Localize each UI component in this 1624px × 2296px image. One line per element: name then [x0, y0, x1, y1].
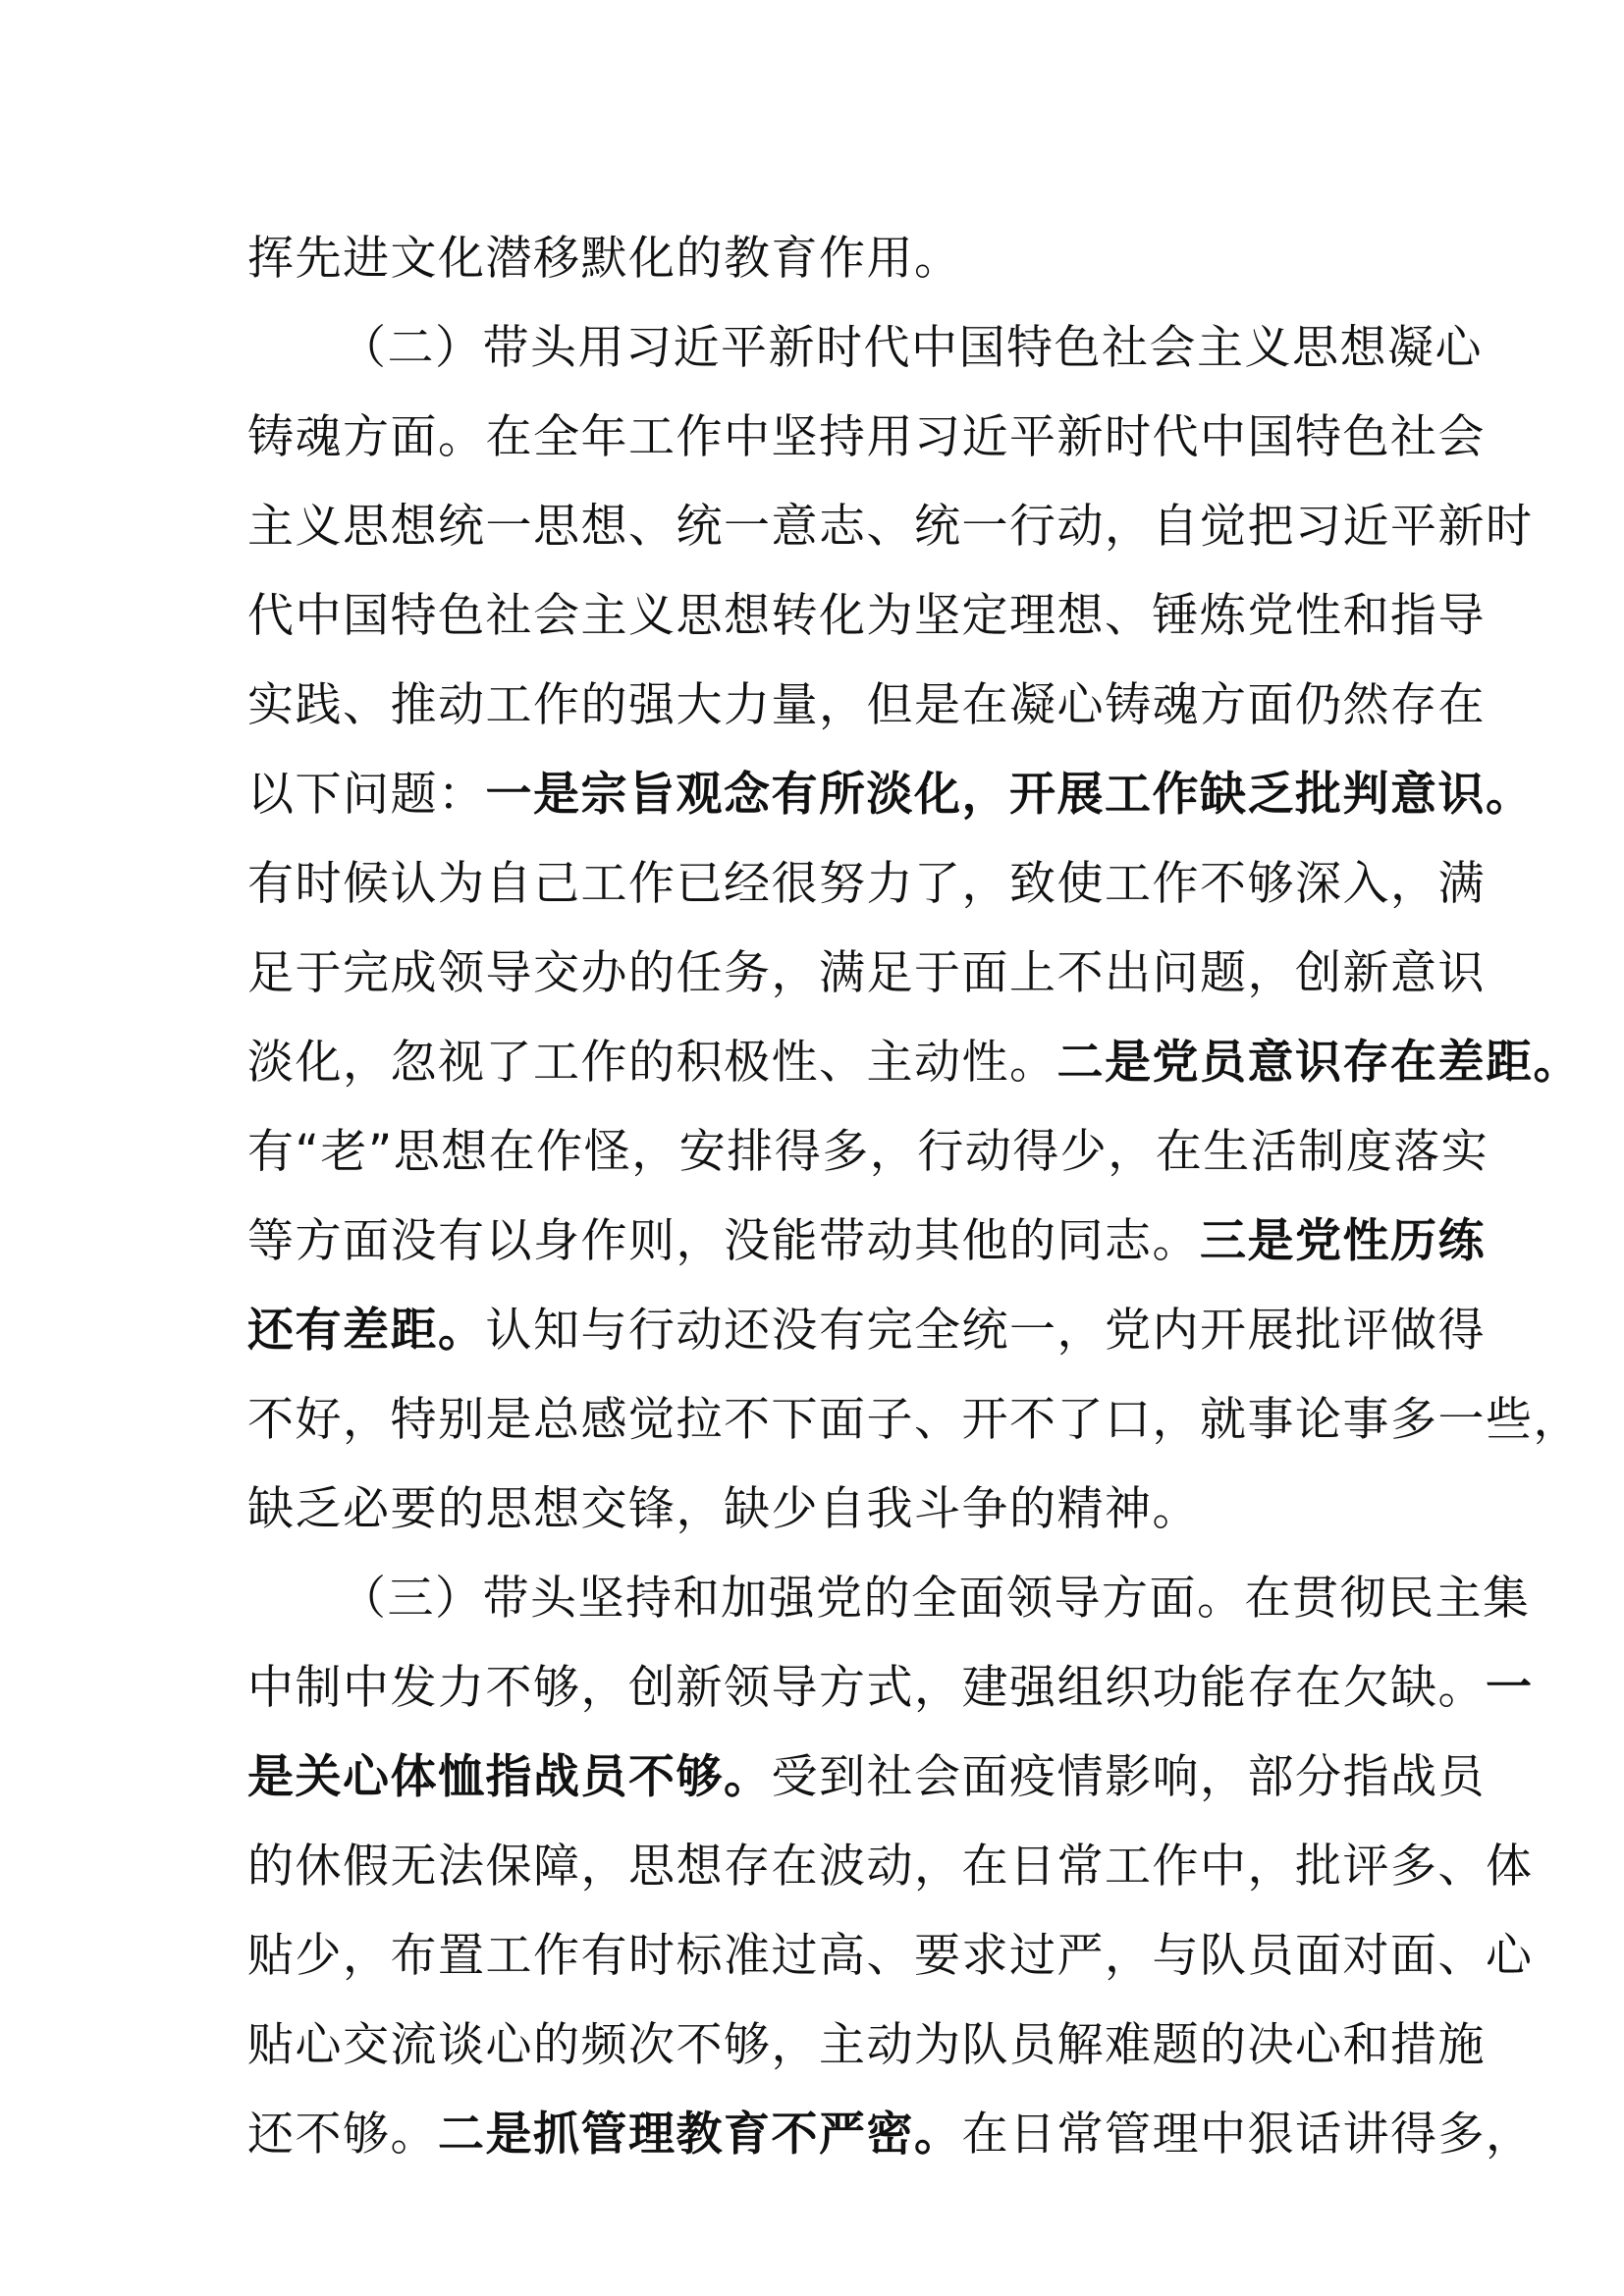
text-line: [247, 228, 1406, 291]
text-segment: 代中国特色社会主义思想转化为坚定理想、锤炼党性和指导: [247, 589, 1486, 643]
text-line: [247, 1210, 1486, 1273]
text-segment: 主义思想统一思想、统一意志、统一行动，自觉把习近平新时: [247, 500, 1534, 554]
text-line: [247, 1478, 1406, 1541]
text-line: [247, 764, 1534, 827]
text-line: [247, 585, 1486, 648]
text-line: [247, 406, 1486, 469]
text-segment: 实践、推动工作的强大力量，但是在凝心铸魂方面仍然存在: [247, 678, 1486, 732]
bold-point: 一是宗旨观念有所淡化，开展工作缺乏批判意识。: [485, 768, 1534, 822]
text-segment: 认知与行动还没有完全统一，党内开展批评做得: [485, 1304, 1486, 1358]
bold-point: 三是党性历练: [1200, 1214, 1486, 1268]
text-line: [247, 1389, 1581, 1452]
text-segment: 受到社会面疫情影响，部分指战员: [771, 1750, 1486, 1804]
text-line: [247, 2014, 1486, 2077]
text-segment: 贴心交流谈心的频次不够，主动为队员解难题的决心和措施: [247, 2018, 1486, 2072]
text-line: [247, 1746, 1486, 1809]
text-line: [247, 1300, 1486, 1362]
text-segment: 不好，特别是总感觉拉不下面子、开不了口，就事论事多一些，: [247, 1393, 1581, 1447]
bold-point: 二是党员意识存在差距。: [1056, 1036, 1581, 1090]
bold-point: 是关心体恤指战员不够。: [247, 1750, 772, 1804]
text-segment: 淡化，忽视了工作的积极性、主动性。: [247, 1036, 1057, 1090]
text-line: [247, 1925, 1534, 1988]
text-line: [247, 674, 1486, 737]
text-segment: 缺乏必要的思想交锋，缺少自我斗争的精神。: [247, 1482, 1200, 1536]
text-line: [247, 496, 1534, 559]
bold-point: 二是抓管理教育不严密。: [438, 2108, 962, 2162]
text-line: [247, 1121, 1489, 1184]
bold-point: 还有差距。: [247, 1304, 486, 1358]
text-segment: 铸魂方面。在全年工作中坚持用习近平新时代中国特色社会: [247, 410, 1486, 464]
text-segment: 有时候认为自己工作已经很努力了，致使工作不够深入，满: [247, 857, 1486, 911]
text-segment: （三）带头坚持和加强党的全面领导方面。在贯彻民主集: [340, 1572, 1531, 1626]
bold-point: 一: [1486, 1661, 1534, 1715]
text-line: [247, 2104, 1534, 2166]
text-segment: 等方面没有以身作则，没能带动其他的同志。: [247, 1214, 1200, 1268]
text-line: [247, 1032, 1581, 1095]
paragraph-heading-line: [340, 317, 1483, 380]
text-segment: 以下问题：: [247, 768, 486, 822]
text-segment: 有“老”思想在作怪，安排得多，行动得少，在生活制度落实: [247, 1125, 1489, 1179]
text-segment: 还不够。: [247, 2108, 438, 2162]
text-line: [247, 1836, 1534, 1898]
text-segment: （二）带头用习近平新时代中国特色社会主义思想凝心: [340, 321, 1483, 375]
paragraph-heading-line: [340, 1568, 1531, 1630]
text-line: [247, 853, 1486, 916]
text-segment: 挥先进文化潜移默化的教育作用。: [247, 232, 962, 286]
text-line: [247, 942, 1486, 1005]
text-segment: 在日常管理中狠话讲得多，: [961, 2108, 1534, 2162]
text-line: [247, 1657, 1534, 1720]
text-segment: 中制中发力不够，创新领导方式，建强组织功能存在欠缺。: [247, 1661, 1486, 1715]
text-segment: 的休假无法保障，思想存在波动，在日常工作中，批评多、体: [247, 1840, 1534, 1894]
text-segment: 贴少，布置工作有时标准过高、要求过严，与队员面对面、心: [247, 1929, 1534, 1983]
text-segment: 足于完成领导交办的任务，满足于面上不出问题，创新意识: [247, 946, 1486, 1000]
